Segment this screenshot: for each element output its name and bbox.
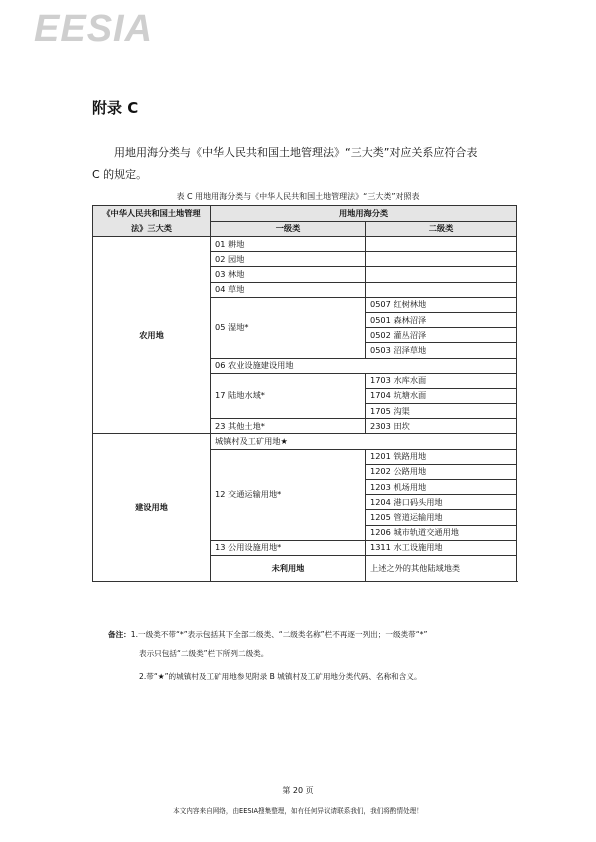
header-three-categories: 《中华人民共和国土地管理法》三大类 (93, 206, 211, 237)
level2-cell: 1202 公路用地 (366, 464, 517, 479)
level1-cell: 上述之外的其他陆域地类 (366, 555, 517, 581)
table-row (93, 434, 517, 449)
footer-disclaimer: 本文内容来自网络，由EESIA搜集整理，如有任何异议请联系我们，我们将酌情处理！ (173, 807, 423, 815)
level1-cell: 12 交通运输用地* (211, 449, 366, 540)
level2-cell: 1203 机场用地 (366, 480, 517, 495)
level1-cell: 06 农业设施建设用地 (211, 358, 517, 373)
level1-cell: 城镇村及工矿用地★ (211, 434, 517, 449)
level2-cell: 0502 灌丛沼泽 (366, 328, 517, 343)
note-1-cont: 表示只包括“二级类”栏下所列二级类。 (139, 649, 269, 658)
category-agricultural: 农用地 (93, 237, 211, 434)
table-notes (108, 628, 538, 684)
level2-cell: 1206 城市轨道交通用地 (366, 525, 517, 540)
level2-cell: 0503 沼泽草地 (366, 343, 517, 358)
level1-cell: 05 湿地* (211, 297, 366, 358)
level2-cell: 0501 森林沼泽 (366, 312, 517, 327)
note-1: 1.一级类不带“*”表示包括其下全部二级类、“二级类名称”栏不再逐一列出；一级类带“*” (130, 630, 428, 639)
level2-cell: 1204 港口码头用地 (366, 495, 517, 510)
level2-cell: 1201 铁路用地 (366, 449, 517, 464)
level1-cell: 17 陆地水域* (211, 373, 366, 419)
appendix-heading: 附录 C (92, 99, 139, 117)
level2-cell: 1205 管道运输用地 (366, 510, 517, 525)
header-level1: 一级类 (211, 221, 366, 237)
category-construction: 建设用地 (93, 434, 211, 582)
level2-cell: 0507 红树林地 (366, 297, 517, 312)
level1-cell: 04 草地 (211, 282, 366, 297)
page-number: 第 20 页 (282, 786, 314, 795)
note-2: 2.带“★”的城镇村及工矿用地参见附录 B 城镇村及工矿用地分类代码、名称和含义。 (139, 672, 422, 681)
level1-cell: 03 林地 (211, 267, 366, 282)
header-level2: 二级类 (366, 221, 517, 237)
level2-cell: 1704 坑塘水面 (366, 388, 517, 403)
header-classification: 用地用海分类 (211, 206, 517, 222)
table-caption: 表 C 用地用海分类与《中华人民共和国土地管理法》“三大类”对照表 (176, 192, 420, 201)
category-unused: 未利用地 (211, 555, 366, 581)
level2-cell: 1703 水库水面 (366, 373, 517, 388)
level2-cell: 2303 田坎 (366, 419, 517, 434)
level1-cell: 02 园地 (211, 252, 366, 267)
level1-cell: 01 耕地 (211, 237, 366, 252)
table-row (93, 237, 517, 252)
level2-cell: 1705 沟渠 (366, 404, 517, 419)
level1-cell: 13 公用设施用地* (211, 540, 366, 555)
intro-paragraph-cont: C 的规定。 (92, 168, 148, 181)
notes-label: 备注： (108, 630, 131, 639)
level1-cell: 23 其他土地* (211, 419, 366, 434)
level2-cell: 1311 水工设施用地 (366, 540, 517, 555)
eesia-logo: EESIA (34, 8, 154, 50)
classification-table (92, 205, 517, 582)
intro-paragraph: 用地用海分类与《中华人民共和国土地管理法》“三大类”对应关系应符合表 (114, 146, 478, 159)
